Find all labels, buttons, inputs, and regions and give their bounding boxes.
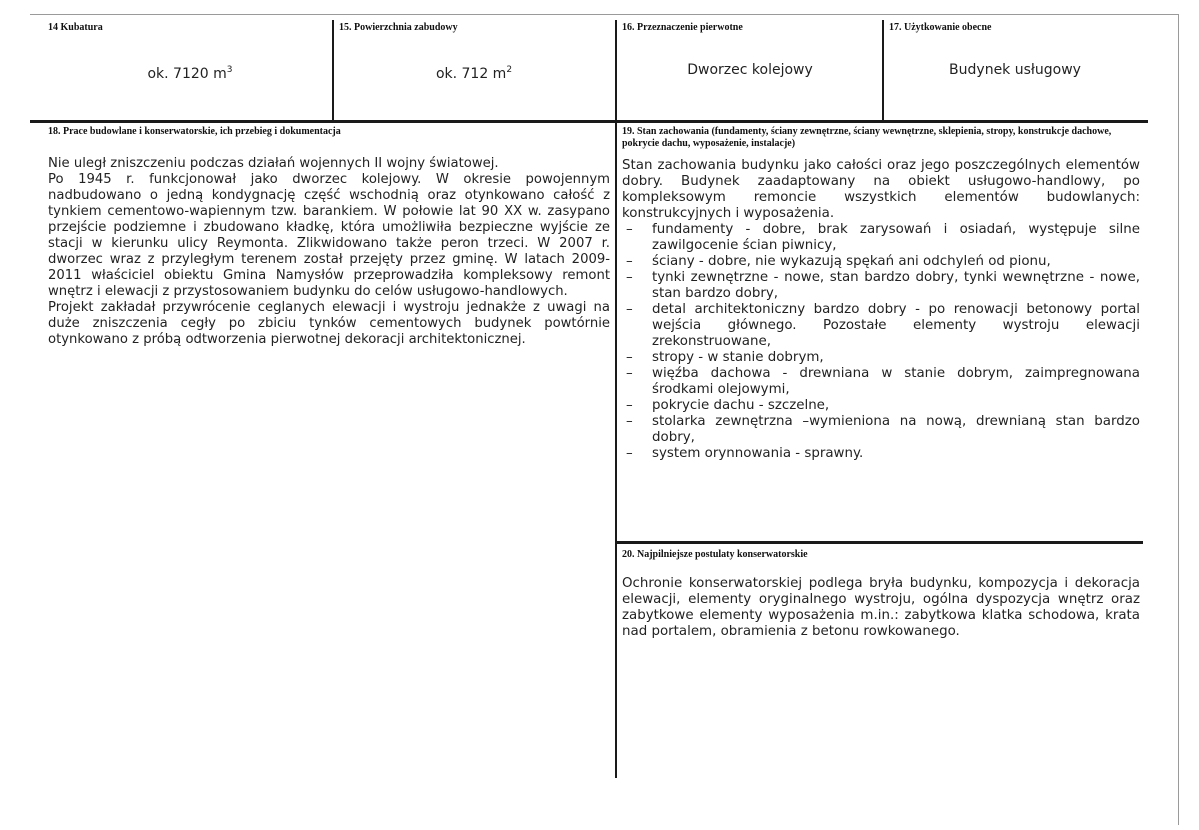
powierzchnia-number: ok. 712 m <box>435 66 507 82</box>
powierzchnia-value <box>384 66 564 82</box>
list-item <box>622 414 1140 446</box>
stan-item-text: fundamenty - dobre, brak zarysowań i osiadań, występuje silne zawilgocenie ścian piwnicy, <box>652 222 1140 253</box>
list-item <box>622 302 1140 350</box>
dash-bullet: – <box>626 366 633 381</box>
divider-v2 <box>615 20 617 778</box>
dash-bullet: – <box>626 414 633 429</box>
stan-item-text: tynki zewnętrzne - nowe, stan bardzo dobry, tynki wewnętrzne - nowe, stan bardzo dobry, <box>652 270 1140 301</box>
stan-item-text: stropy - w stanie dobrym, <box>652 350 824 365</box>
prace-paragraph-2: Po 1945 r. funkcjonował jako dworzec kolejowy. W okresie powojennym nadbudowano o jedną kondygnację część wschodnią oraz otynkowano całość z tynkiem cementowo-wapiennym tzw. barankiem. W połowie lat 90 XX w. zasypano przejście podziemne i zbudowano kładkę, która umożliwiła bezpieczne wyjście ze stacji w kierunku ulicy Reymonta. Zlikwidowano także peron trzeci. W 2007 r. dworzec wraz z przyległym terenem został przejęty przez gminę. W latach 2009-2011 właściciel obiektu Gmina Namysłów przeprowadziła kompleksowy remont wnętrz i elewacji z przystosowaniem budynku do celów usługowo-handlowych. <box>48 172 610 299</box>
list-item <box>622 222 1140 254</box>
postulaty-header: 20. Najpilniejsze postulaty konserwatorskie <box>622 549 808 560</box>
dash-bullet: – <box>626 398 633 413</box>
stan-item-text: stolarka zewnętrzna –wymieniona na nową, drewnianą stan bardzo dobry, <box>652 414 1140 445</box>
dash-bullet: – <box>626 270 633 285</box>
stan-item-text: więźba dachowa - drewniana w stanie dobrym, zaimpregnowana środkami olejowymi, <box>652 366 1140 397</box>
stan-header: 19. Stan zachowania (fundamenty, ściany zewnętrzne, ściany wewnętrzne, sklepienia, stropy, konstrukcje dachowe, pokrycie dachu, wyposażenie, instalacje) <box>622 126 1112 149</box>
divider-h2 <box>616 541 1143 544</box>
dash-bullet: – <box>626 222 633 237</box>
stan-item-text: system orynnowania - sprawny. <box>652 446 864 461</box>
stan-list <box>622 222 1140 462</box>
list-item <box>622 366 1140 398</box>
prace-paragraph-3: Projekt zakładał przywrócenie ceglanych elewacji i wystroju jednakże z uwagi na duże zniszczenia cegły po zbiciu tynków cementowych budynek powtórnie otynkowano z próbą odtworzenia pierwotnej dekoracji architektonicznej. <box>48 300 610 347</box>
dash-bullet: – <box>626 350 633 365</box>
postulaty-text <box>622 576 1140 640</box>
divider-v3 <box>882 20 884 122</box>
dash-bullet: – <box>626 302 633 317</box>
stan-intro: Stan zachowania budynku jako całości oraz jego poszczególnych elementów dobry. Budynek zaadaptowany na obiekt usługowo-handlowy, po kompleksowym remoncie wszystkich elementów budowlanych: konstrukcyjnych i wyposażenia. <box>622 158 1140 221</box>
list-item <box>622 270 1140 302</box>
divider-h1 <box>30 120 1148 123</box>
powierzchnia-unit-exponent: 2 <box>506 65 513 75</box>
list-item <box>622 398 1140 414</box>
stan-text <box>622 158 1140 462</box>
dash-bullet: – <box>626 446 633 461</box>
prace-text <box>48 156 610 348</box>
przeznaczenie-header: 16. Przeznaczenie pierwotne <box>622 22 743 33</box>
postulaty-paragraph: Ochronie konserwatorskiej podlega bryła budynku, kompozycja i dekoracja elewacji, elementy oryginalnego wystroju, ogólna dyspozycja wnętrz oraz zabytkowe elementy wyposażenia m.in.: zabytkowa klatka schodowa, krata nad portalem, obramienia z betonu rowkowanego. <box>622 576 1140 639</box>
list-item <box>622 446 1140 462</box>
kubatura-number: ok. 7120 m <box>147 66 227 82</box>
uzytkowanie-header: 17. Użytkowanie obecne <box>889 22 992 33</box>
powierzchnia-header: 15. Powierzchnia zabudowy <box>339 22 458 33</box>
prace-header: 18. Prace budowlane i konserwatorskie, ich przebieg i dokumentacja <box>48 126 341 137</box>
kubatura-unit-exponent: 3 <box>226 65 233 75</box>
stan-item-text: ściany - dobre, nie wykazują spękań ani odchyleń od pionu, <box>652 254 1051 269</box>
przeznaczenie-value: Dworzec kolejowy <box>687 62 813 78</box>
prace-paragraph-1: Nie uległ zniszczeniu podczas działań wojennych II wojny światowej. <box>48 156 499 171</box>
kubatura-value <box>100 66 280 82</box>
kubatura-header: 14 Kubatura <box>48 22 103 33</box>
uzytkowanie-value: Budynek usługowy <box>949 62 1081 78</box>
stan-item-text: pokrycie dachu - szczelne, <box>652 398 830 413</box>
list-item <box>622 350 1140 366</box>
stan-item-text: detal architektoniczny bardzo dobry - po renowacji betonowy portal wejścia głównego. Pozostałe elementy wystroju elewacji zrekonstruowane, <box>652 302 1140 349</box>
dash-bullet: – <box>626 254 633 269</box>
divider-v1 <box>332 20 334 122</box>
list-item <box>622 254 1140 270</box>
